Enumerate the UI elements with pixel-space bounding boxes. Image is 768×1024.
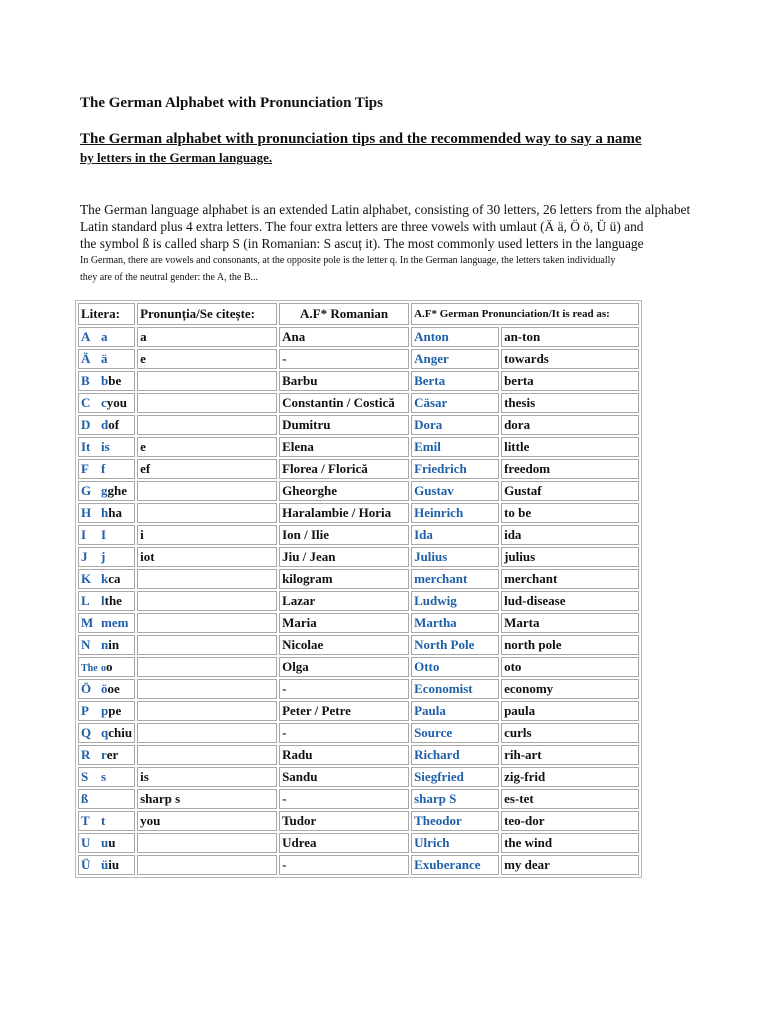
letter-lower: d: [101, 417, 109, 432]
romanian-name-cell: Maria: [279, 613, 409, 633]
letter-lower: r: [101, 747, 107, 762]
letter-upper: B: [81, 373, 90, 388]
read-as-cell: rih-art: [501, 745, 639, 765]
table-row: [78, 789, 639, 809]
read-as-cell: berta: [501, 371, 639, 391]
letter-lower: is: [101, 439, 110, 454]
letter-pronunciation: pe: [108, 703, 122, 718]
pronunciation-cell: [137, 591, 277, 611]
pronunciation-cell: [137, 833, 277, 853]
letter-pronunciation: be: [108, 373, 122, 388]
letter-cell: [78, 767, 135, 787]
romanian-name-cell: Haralambie / Horia: [279, 503, 409, 523]
romanian-name-cell: Elena: [279, 437, 409, 457]
romanian-name-cell: Dumitru: [279, 415, 409, 435]
letter-upper: D: [81, 417, 91, 432]
letter-cell: [78, 569, 135, 589]
letter-pronunciation: er: [106, 747, 119, 762]
letter-upper: T: [81, 813, 90, 828]
letter-upper: Q: [81, 725, 92, 740]
table-row: [78, 393, 639, 413]
pronunciation-cell: is: [137, 767, 277, 787]
german-name-cell: Anger: [411, 349, 499, 369]
pronunciation-cell: [137, 393, 277, 413]
letter-pronunciation: in: [108, 637, 120, 652]
letter-cell: [78, 459, 135, 479]
pronunciation-cell: [137, 569, 277, 589]
letter-cell: [78, 327, 135, 347]
pronunciation-cell: ef: [137, 459, 277, 479]
table-header-row: [78, 303, 639, 325]
letter-lower: s: [101, 769, 107, 784]
letter-upper: Ö: [81, 681, 92, 696]
letter-cell: [78, 503, 135, 523]
german-name-cell: Berta: [411, 371, 499, 391]
romanian-name-cell: Ion / Ilie: [279, 525, 409, 545]
pronunciation-cell: e: [137, 349, 277, 369]
table-row: [78, 371, 639, 391]
letter-upper: F: [81, 461, 89, 476]
german-name-cell: Ludwig: [411, 591, 499, 611]
letter-pronunciation: ha: [108, 505, 122, 520]
letter-lower: mem: [101, 615, 129, 630]
german-name-cell: Source: [411, 723, 499, 743]
letter-lower: l: [101, 593, 105, 608]
letter-lower: j: [101, 549, 106, 564]
letter-cell: [78, 679, 135, 699]
table-row: [78, 503, 639, 523]
table-row: [78, 855, 639, 875]
romanian-name-cell: Jiu / Jean: [279, 547, 409, 567]
german-name-cell: Anton: [411, 327, 499, 347]
romanian-name-cell: -: [279, 855, 409, 875]
pronunciation-cell: i: [137, 525, 277, 545]
pronunciation-cell: [137, 701, 277, 721]
letter-lower: k: [101, 571, 109, 586]
german-name-cell: Heinrich: [411, 503, 499, 523]
letter-pronunciation: chiu: [108, 725, 133, 740]
header-pronunciation: Pronunția/Se citește:: [137, 303, 277, 325]
letter-cell: [78, 701, 135, 721]
romanian-name-cell: Nicolae: [279, 635, 409, 655]
german-name-cell: Ida: [411, 525, 499, 545]
read-as-cell: lud-disease: [501, 591, 639, 611]
read-as-cell: es-tet: [501, 789, 639, 809]
read-as-cell: julius: [501, 547, 639, 567]
romanian-name-cell: Olga: [279, 657, 409, 677]
pronunciation-cell: sharp s: [137, 789, 277, 809]
letter-upper: Ü: [81, 857, 91, 872]
german-name-cell: merchant: [411, 569, 499, 589]
read-as-cell: Marta: [501, 613, 639, 633]
letter-upper: Ä: [81, 351, 91, 366]
letter-pronunciation: the: [104, 593, 122, 608]
table-row: [78, 547, 639, 567]
letter-upper: G: [81, 483, 92, 498]
read-as-cell: my dear: [501, 855, 639, 875]
romanian-name-cell: Peter / Petre: [279, 701, 409, 721]
letter-pronunciation: o: [106, 659, 113, 674]
read-as-cell: dora: [501, 415, 639, 435]
letter-lower: ä: [101, 351, 108, 366]
letter-cell: [78, 393, 135, 413]
letter-upper: The: [81, 663, 98, 674]
letter-cell: [78, 723, 135, 743]
read-as-cell: economy: [501, 679, 639, 699]
letter-pronunciation: oe: [107, 681, 120, 696]
letter-cell: [78, 591, 135, 611]
letter-cell: [78, 833, 135, 853]
read-as-cell: ida: [501, 525, 639, 545]
read-as-cell: the wind: [501, 833, 639, 853]
letter-lower: f: [101, 461, 106, 476]
letter-upper: A: [81, 329, 91, 344]
table-row: [78, 613, 639, 633]
letter-lower: n: [101, 637, 109, 652]
table-row: [78, 723, 639, 743]
romanian-name-cell: Radu: [279, 745, 409, 765]
romanian-name-cell: kilogram: [279, 569, 409, 589]
german-name-cell: Friedrich: [411, 459, 499, 479]
german-name-cell: Martha: [411, 613, 499, 633]
letter-lower: I: [101, 527, 107, 542]
letter-cell: [78, 613, 135, 633]
german-name-cell: Julius: [411, 547, 499, 567]
letter-lower: h: [101, 505, 109, 520]
german-name-cell: Ulrich: [411, 833, 499, 853]
note-paragraph: [80, 252, 740, 286]
german-name-cell: Economist: [411, 679, 499, 699]
romanian-name-cell: Florea / Florică: [279, 459, 409, 479]
german-name-cell: Siegfried: [411, 767, 499, 787]
note-line: In German, there are vowels and consonants, at the opposite pole is the letter q. In the German language, the letters taken individually: [80, 255, 616, 266]
table-row: [78, 767, 639, 787]
read-as-cell: an-ton: [501, 327, 639, 347]
pronunciation-cell: e: [137, 437, 277, 457]
letter-cell: [78, 789, 135, 809]
german-name-cell: Paula: [411, 701, 499, 721]
letter-upper: J: [81, 549, 88, 564]
table-row: [78, 481, 639, 501]
intro-line: the symbol ß is called sharp S (in Romanian: S ascuț it). The most commonly used letters in the language: [80, 236, 644, 251]
table-row: [78, 745, 639, 765]
read-as-cell: teo-dor: [501, 811, 639, 831]
table-body: [78, 327, 639, 875]
read-as-cell: freedom: [501, 459, 639, 479]
german-name-cell: Dora: [411, 415, 499, 435]
table-row: [78, 525, 639, 545]
pronunciation-cell: [137, 657, 277, 677]
romanian-name-cell: Barbu: [279, 371, 409, 391]
romanian-name-cell: Constantin / Costică: [279, 393, 409, 413]
pronunciation-cell: [137, 503, 277, 523]
read-as-cell: oto: [501, 657, 639, 677]
romanian-name-cell: -: [279, 679, 409, 699]
letter-upper: K: [81, 571, 92, 586]
german-name-cell: North Pole: [411, 635, 499, 655]
letter-upper: U: [81, 835, 91, 850]
table-row: [78, 701, 639, 721]
letter-lower: o: [101, 663, 106, 674]
read-as-cell: curls: [501, 723, 639, 743]
letter-upper: N: [81, 637, 91, 652]
german-name-cell: Theodor: [411, 811, 499, 831]
pronunciation-cell: [137, 745, 277, 765]
letter-cell: [78, 855, 135, 875]
letter-cell: [78, 811, 135, 831]
letter-lower: t: [101, 813, 106, 828]
note-line: they are of the neutral gender: the A, the B...: [80, 272, 258, 283]
table-row: [78, 591, 639, 611]
letter-lower: c: [101, 395, 107, 410]
romanian-name-cell: -: [279, 789, 409, 809]
page-title: The German Alphabet with Pronunciation Tips: [80, 95, 383, 111]
german-name-cell: Gustav: [411, 481, 499, 501]
letter-cell: [78, 525, 135, 545]
table-row: [78, 459, 639, 479]
romanian-name-cell: Sandu: [279, 767, 409, 787]
table-row: [78, 415, 639, 435]
letter-pronunciation: of: [108, 417, 120, 432]
german-name-cell: Exuberance: [411, 855, 499, 875]
pronunciation-cell: [137, 613, 277, 633]
pronunciation-cell: [137, 723, 277, 743]
romanian-name-cell: -: [279, 723, 409, 743]
read-as-cell: towards: [501, 349, 639, 369]
intro-line: Latin standard plus 4 extra letters. The four extra letters are three vowels with umlaut (Ä ä, Ö ö, Ü ü) and: [80, 219, 644, 234]
subtitle-line-2: by letters in the German language.: [80, 150, 273, 165]
read-as-cell: to be: [501, 503, 639, 523]
letter-cell: [78, 371, 135, 391]
table-row: [78, 635, 639, 655]
alphabet-table: [75, 300, 642, 878]
letter-cell: [78, 349, 135, 369]
intro-paragraph: [80, 201, 740, 252]
pronunciation-cell: [137, 481, 277, 501]
read-as-cell: north pole: [501, 635, 639, 655]
pronunciation-cell: iot: [137, 547, 277, 567]
german-name-cell: Cäsar: [411, 393, 499, 413]
table-row: [78, 833, 639, 853]
table-row: [78, 811, 639, 831]
letter-lower: b: [101, 373, 109, 388]
table-row: [78, 657, 639, 677]
pronunciation-cell: [137, 371, 277, 391]
letter-pronunciation: u: [108, 835, 116, 850]
letter-pronunciation: ghe: [107, 483, 127, 498]
letter-lower: g: [101, 483, 108, 498]
letter-upper: P: [81, 703, 89, 718]
letter-cell: [78, 635, 135, 655]
pronunciation-cell: [137, 855, 277, 875]
read-as-cell: Gustaf: [501, 481, 639, 501]
letter-cell: [78, 415, 135, 435]
letter-lower: u: [101, 835, 109, 850]
romanian-name-cell: Tudor: [279, 811, 409, 831]
table-row: [78, 569, 639, 589]
letter-upper: H: [81, 505, 92, 520]
table-row: [78, 437, 639, 457]
romanian-name-cell: -: [279, 349, 409, 369]
letter-upper: I: [81, 527, 87, 542]
read-as-cell: little: [501, 437, 639, 457]
letter-upper: S: [81, 769, 89, 784]
header-letter: Litera:: [78, 303, 135, 325]
romanian-name-cell: Lazar: [279, 591, 409, 611]
german-name-cell: Emil: [411, 437, 499, 457]
romanian-name-cell: Ana: [279, 327, 409, 347]
pronunciation-cell: a: [137, 327, 277, 347]
header-german: A.F* German Pronunciation/It is read as:: [411, 303, 639, 325]
romanian-name-cell: Udrea: [279, 833, 409, 853]
letter-cell: [78, 481, 135, 501]
letter-upper: It: [81, 439, 91, 454]
read-as-cell: thesis: [501, 393, 639, 413]
subtitle-line-1: The German alphabet with pronunciation tips and the recommended way to say a name: [80, 131, 642, 147]
german-name-cell: Otto: [411, 657, 499, 677]
table-row: [78, 327, 639, 347]
letter-lower: q: [101, 725, 109, 740]
letter-upper: R: [81, 747, 91, 762]
pronunciation-cell: [137, 415, 277, 435]
table-row: [78, 349, 639, 369]
header-romanian: A.F* Romanian: [279, 303, 409, 325]
table-row: [78, 679, 639, 699]
intro-line: The German language alphabet is an extended Latin alphabet, consisting of 30 letters, 26 letters from the alphabet: [80, 202, 691, 217]
letter-lower: ö: [101, 681, 108, 696]
pronunciation-cell: you: [137, 811, 277, 831]
letter-cell: [78, 547, 135, 567]
letter-pronunciation: ca: [108, 571, 121, 586]
letter-lower: p: [101, 703, 109, 718]
read-as-cell: zig-frid: [501, 767, 639, 787]
letter-upper: M: [81, 615, 94, 630]
letter-cell: [78, 437, 135, 457]
read-as-cell: merchant: [501, 569, 639, 589]
letter-upper: C: [81, 395, 91, 410]
letter-lower: ü: [101, 857, 109, 872]
letter-pronunciation: iu: [108, 857, 120, 872]
romanian-name-cell: Gheorghe: [279, 481, 409, 501]
letter-upper: ß: [81, 791, 89, 806]
read-as-cell: paula: [501, 701, 639, 721]
letter-upper: L: [81, 593, 90, 608]
letter-lower: a: [101, 329, 108, 344]
letter-pronunciation: you: [106, 395, 128, 410]
letter-cell: [78, 745, 135, 765]
pronunciation-cell: [137, 679, 277, 699]
pronunciation-cell: [137, 635, 277, 655]
german-name-cell: sharp S: [411, 789, 499, 809]
letter-cell: [78, 657, 135, 677]
german-name-cell: Richard: [411, 745, 499, 765]
